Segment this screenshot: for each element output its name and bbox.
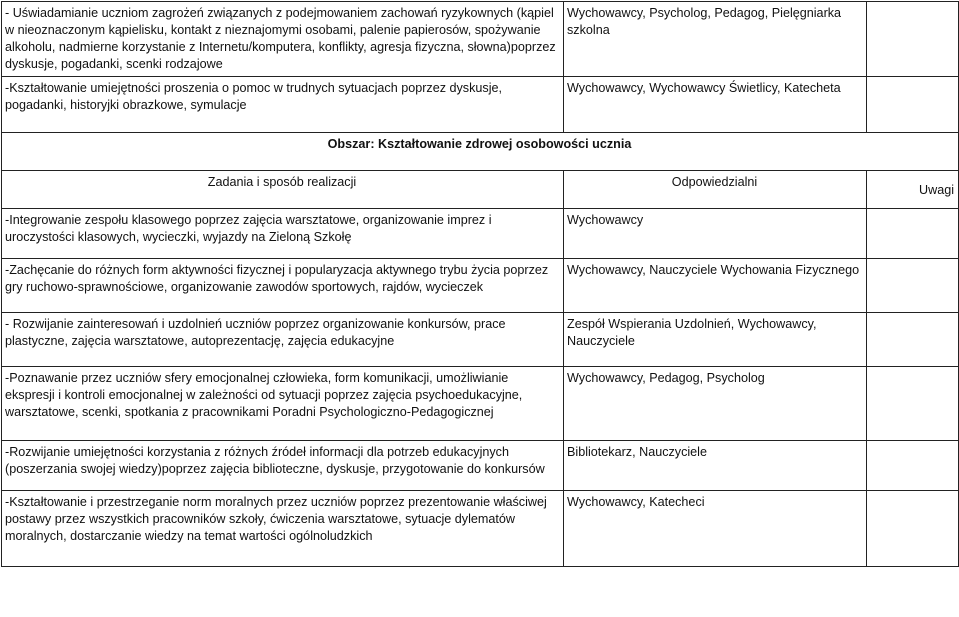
header-notes: Uwagi bbox=[867, 171, 959, 209]
table-row bbox=[2, 491, 959, 567]
header-responsible: Odpowiedzialni bbox=[564, 171, 867, 209]
table-row bbox=[2, 77, 959, 133]
table-row bbox=[2, 2, 959, 77]
task-cell: -Zachęcanie do różnych form aktywności fizycznej i popularyzacja aktywnego trybu życia poprzez gry ruchowo-sprawnościowe, organizowanie zawodów sportowych, rajdów, wycieczek bbox=[2, 259, 564, 313]
section-title-row bbox=[2, 133, 959, 171]
task-cell: -Kształtowanie umiejętności proszenia o pomoc w trudnych sytuacjach poprzez dyskusje, pogadanki, historyjki obrazkowe, symulacje bbox=[2, 77, 564, 133]
table-row bbox=[2, 367, 959, 441]
task-cell: - Uświadamianie uczniom zagrożeń związanych z podejmowaniem zachowań ryzykownych (kąpiel w nieoznaczonym kąpielisku, kontakt z nieznajomymi osobami, palenie papierosów, spożywanie alkoholu, nadmierne korzystanie z Internetu/komputera, konflikty, agresja fizyczna, słowna)poprzez dyskusje, pogadanki, scenki rodzajowe bbox=[2, 2, 564, 77]
notes-cell bbox=[867, 77, 959, 133]
notes-cell bbox=[867, 313, 959, 367]
notes-cell bbox=[867, 209, 959, 259]
responsible-cell: Zespół Wspierania Uzdolnień, Wychowawcy, Nauczyciele bbox=[564, 313, 867, 367]
table-row bbox=[2, 209, 959, 259]
responsible-cell: Wychowawcy, Pedagog, Psycholog bbox=[564, 367, 867, 441]
task-cell: -Rozwijanie umiejętności korzystania z różnych źródeł informacji dla potrzeb edukacyjnych (poszerzania swojej wiedzy)poprzez zajęcia biblioteczne, dyskusje, przygotowanie do konkursów bbox=[2, 441, 564, 491]
responsible-cell: Wychowawcy, Psycholog, Pedagog, Pielęgniarka szkolna bbox=[564, 2, 867, 77]
responsible-cell: Wychowawcy, Wychowawcy Świetlicy, Katecheta bbox=[564, 77, 867, 133]
notes-cell bbox=[867, 491, 959, 567]
responsible-cell: Bibliotekarz, Nauczyciele bbox=[564, 441, 867, 491]
task-cell: -Kształtowanie i przestrzeganie norm moralnych przez uczniów poprzez prezentowanie właściwej postawy przez wszystkich pracowników szkoły, ćwiczenia warsztatowe, sytuacje dylematów moralnych, dostarczanie wiedzy na temat wartości ogólnoludzkich bbox=[2, 491, 564, 567]
header-task: Zadania i sposób realizacji bbox=[2, 171, 564, 209]
notes-cell bbox=[867, 259, 959, 313]
responsible-cell: Wychowawcy bbox=[564, 209, 867, 259]
table-row bbox=[2, 259, 959, 313]
program-table bbox=[1, 1, 959, 567]
section-title: Obszar: Kształtowanie zdrowej osobowości ucznia bbox=[2, 133, 959, 171]
responsible-cell: Wychowawcy, Nauczyciele Wychowania Fizycznego bbox=[564, 259, 867, 313]
notes-cell bbox=[867, 2, 959, 77]
table-row bbox=[2, 441, 959, 491]
header-row bbox=[2, 171, 959, 209]
task-cell: -Poznawanie przez uczniów sfery emocjonalnej człowieka, form komunikacji, umożliwianie ekspresji i kontroli emocjonalnej w zależności od sytuacji poprzez zajęcia psychoedukacyjne, warsztatowe, scenki, spotkania z pracownikami Poradni Psychologiczno-Pedagogicznej bbox=[2, 367, 564, 441]
table-row bbox=[2, 313, 959, 367]
task-cell: -Integrowanie zespołu klasowego poprzez zajęcia warsztatowe, organizowanie imprez i uroczystości klasowych, wycieczki, wyjazdy na Zieloną Szkołę bbox=[2, 209, 564, 259]
notes-cell bbox=[867, 441, 959, 491]
task-cell: - Rozwijanie zainteresowań i uzdolnień uczniów poprzez organizowanie konkursów, prace plastyczne, zajęcia warsztatowe, autoprezentację, zajęcia edukacyjne bbox=[2, 313, 564, 367]
responsible-cell: Wychowawcy, Katecheci bbox=[564, 491, 867, 567]
notes-cell bbox=[867, 367, 959, 441]
